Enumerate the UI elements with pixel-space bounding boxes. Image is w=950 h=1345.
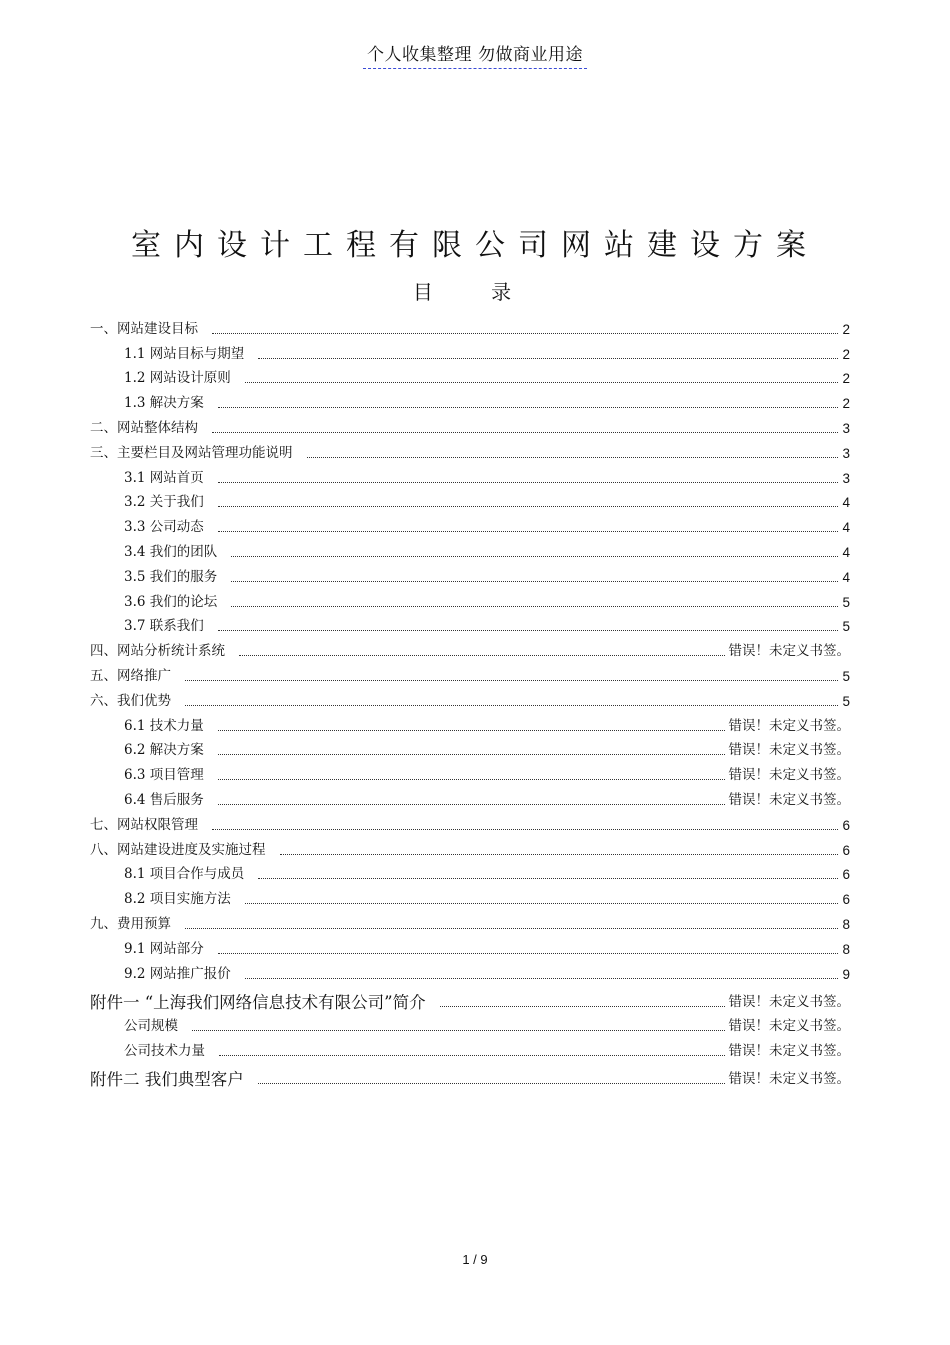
toc-entry-label: 3.5 我们的服务 <box>124 568 218 585</box>
toc-entry-page: 8 <box>842 916 850 932</box>
toc-leader-dots <box>307 457 839 458</box>
toc-entry-label: 3.6 我们的论坛 <box>124 593 218 610</box>
toc-entry[interactable] <box>90 784 850 809</box>
toc-entry-page: 错误！未定义书签。 <box>728 717 850 734</box>
toc-heading: 目 录 <box>412 280 538 304</box>
toc-entry[interactable] <box>90 338 850 363</box>
toc-entry-page: 3 <box>842 445 850 461</box>
toc-entry[interactable] <box>90 437 850 462</box>
toc-leader-dots <box>219 1055 725 1056</box>
toc-entry-page: 3 <box>842 470 850 486</box>
toc-entry[interactable] <box>90 859 850 884</box>
toc-entry[interactable] <box>90 735 850 760</box>
toc-entry-label: 公司规模 <box>124 1018 178 1035</box>
toc-entry-page: 6 <box>842 892 850 908</box>
toc-entry-page: 5 <box>842 668 850 684</box>
toc-entry[interactable] <box>90 536 850 561</box>
toc-leader-dots <box>218 482 839 483</box>
toc-entry-label: 1.3 解决方案 <box>124 395 204 412</box>
toc-entry[interactable] <box>90 1035 850 1060</box>
toc-entry[interactable] <box>90 685 850 710</box>
toc-entry-page: 错误！未定义书签。 <box>728 767 850 784</box>
toc-entry-label: 四、网站分析统计系统 <box>90 643 225 660</box>
toc-leader-dots <box>231 581 838 582</box>
toc-entry[interactable] <box>90 635 850 660</box>
toc-leader-dots <box>212 333 838 334</box>
toc-entry-label: 八、网站建设进度及实施过程 <box>90 841 266 858</box>
toc-leader-dots <box>258 878 838 879</box>
toc-entry[interactable] <box>90 313 850 338</box>
toc-entry-page: 2 <box>842 321 850 337</box>
toc-entry[interactable] <box>90 759 850 784</box>
toc-entry-page: 4 <box>842 544 850 560</box>
toc-entry[interactable] <box>90 586 850 611</box>
toc-leader-dots <box>218 730 725 731</box>
toc-entry-page: 错误！未定义书签。 <box>728 643 850 660</box>
toc-entry-page: 6 <box>842 867 850 883</box>
toc-leader-dots <box>245 903 839 904</box>
toc-entry[interactable] <box>90 611 850 636</box>
toc-entry-page: 2 <box>842 346 850 362</box>
table-of-contents <box>90 313 850 1088</box>
toc-entry[interactable] <box>90 1060 850 1088</box>
toc-leader-dots <box>218 531 839 532</box>
toc-entry-page: 错误！未定义书签。 <box>728 993 850 1010</box>
toc-entry-page: 5 <box>842 619 850 635</box>
toc-leader-dots <box>239 655 725 656</box>
toc-leader-dots <box>185 705 838 706</box>
toc-leader-dots <box>218 779 725 780</box>
toc-leader-dots <box>212 829 838 830</box>
toc-entry-label: 公司技术力量 <box>124 1043 205 1060</box>
toc-entry-page: 错误！未定义书签。 <box>728 742 850 759</box>
toc-entry[interactable] <box>90 710 850 735</box>
page-number: 1 / 9 <box>462 1252 488 1267</box>
toc-entry[interactable] <box>90 834 850 859</box>
toc-leader-dots <box>231 606 838 607</box>
toc-entry-page: 错误！未定义书签。 <box>728 1018 850 1035</box>
toc-leader-dots <box>218 630 839 631</box>
toc-entry[interactable] <box>90 487 850 512</box>
toc-entry-page: 2 <box>842 396 850 412</box>
toc-entry-label: 6.3 项目管理 <box>124 767 204 784</box>
page-header <box>0 40 950 69</box>
toc-entry[interactable] <box>90 883 850 908</box>
toc-entry-label: 3.3 公司动态 <box>124 519 204 536</box>
toc-entry-label: 6.2 解决方案 <box>124 742 204 759</box>
toc-entry-label: 六、我们优势 <box>90 692 171 709</box>
toc-entry-label: 3.1 网站首页 <box>124 469 204 486</box>
toc-entry-label: 二、网站整体结构 <box>90 419 198 436</box>
toc-leader-dots <box>218 754 725 755</box>
toc-entry[interactable] <box>90 561 850 586</box>
toc-entry-page: 4 <box>842 569 850 585</box>
toc-entry-label: 1.1 网站目标与期望 <box>124 345 245 362</box>
toc-entry-label: 9.1 网站部分 <box>124 940 204 957</box>
toc-entry-label: 五、网络推广 <box>90 667 171 684</box>
toc-entry[interactable] <box>90 660 850 685</box>
toc-entry-label: 3.2 关于我们 <box>124 494 204 511</box>
toc-entry[interactable] <box>90 387 850 412</box>
toc-leader-dots <box>212 432 838 433</box>
toc-entry-label: 七、网站权限管理 <box>90 816 198 833</box>
toc-leader-dots <box>440 1006 725 1007</box>
toc-entry[interactable] <box>90 983 850 1011</box>
toc-leader-dots <box>218 407 839 408</box>
toc-entry-label: 一、网站建设目标 <box>90 320 198 337</box>
toc-entry-label: 1.2 网站设计原则 <box>124 370 231 387</box>
toc-leader-dots <box>245 978 839 979</box>
toc-entry-page: 6 <box>842 817 850 833</box>
toc-entry[interactable] <box>90 809 850 834</box>
toc-entry-label: 9.2 网站推广报价 <box>124 965 231 982</box>
toc-leader-dots <box>185 928 838 929</box>
header-text: 个人收集整理 勿做商业用途 <box>363 40 587 69</box>
toc-leader-dots <box>258 1083 725 1084</box>
toc-entry-label: 3.4 我们的团队 <box>124 543 218 560</box>
toc-leader-dots <box>185 680 838 681</box>
toc-entry-label: 三、主要栏目及网站管理功能说明 <box>90 444 293 461</box>
toc-entry-label: 8.2 项目实施方法 <box>124 891 231 908</box>
toc-entry-label: 6.1 技术力量 <box>124 717 204 734</box>
toc-entry-page: 错误！未定义书签。 <box>728 791 850 808</box>
toc-entry[interactable] <box>90 908 850 933</box>
toc-entry[interactable] <box>90 958 850 983</box>
toc-entry-page: 5 <box>842 693 850 709</box>
toc-entry[interactable] <box>90 363 850 388</box>
toc-leader-dots <box>245 382 839 383</box>
toc-entry-label: 3.7 联系我们 <box>124 618 204 635</box>
toc-entry-label: 6.4 售后服务 <box>124 791 204 808</box>
document-title: 室内设计工程有限公司网站建设方案 <box>131 228 819 263</box>
toc-leader-dots <box>218 804 725 805</box>
toc-leader-dots <box>231 556 838 557</box>
toc-entry-label: 九、费用预算 <box>90 915 171 932</box>
toc-entry-page: 错误！未定义书签。 <box>728 1071 850 1088</box>
toc-entry[interactable] <box>90 1011 850 1036</box>
toc-entry-page: 9 <box>842 966 850 982</box>
toc-entry[interactable] <box>90 412 850 437</box>
toc-entry[interactable] <box>90 462 850 487</box>
toc-leader-dots <box>192 1030 725 1031</box>
toc-entry-page: 4 <box>842 520 850 536</box>
toc-entry-label: 附件一 “上海我们网络信息技术有限公司”简介 <box>90 992 426 1012</box>
toc-entry-label: 8.1 项目合作与成员 <box>124 866 245 883</box>
toc-entry-page: 错误！未定义书签。 <box>728 1043 850 1060</box>
toc-entry-page: 4 <box>842 495 850 511</box>
toc-entry-page: 6 <box>842 842 850 858</box>
toc-leader-dots <box>218 506 839 507</box>
toc-entry-page: 5 <box>842 594 850 610</box>
toc-entry[interactable] <box>90 933 850 958</box>
toc-entry[interactable] <box>90 511 850 536</box>
toc-entry-page: 2 <box>842 371 850 387</box>
toc-leader-dots <box>258 358 838 359</box>
toc-entry-page: 8 <box>842 941 850 957</box>
toc-entry-label: 附件二 我们典型客户 <box>90 1070 244 1090</box>
toc-entry-page: 3 <box>842 420 850 436</box>
toc-leader-dots <box>218 953 839 954</box>
toc-leader-dots <box>280 854 839 855</box>
